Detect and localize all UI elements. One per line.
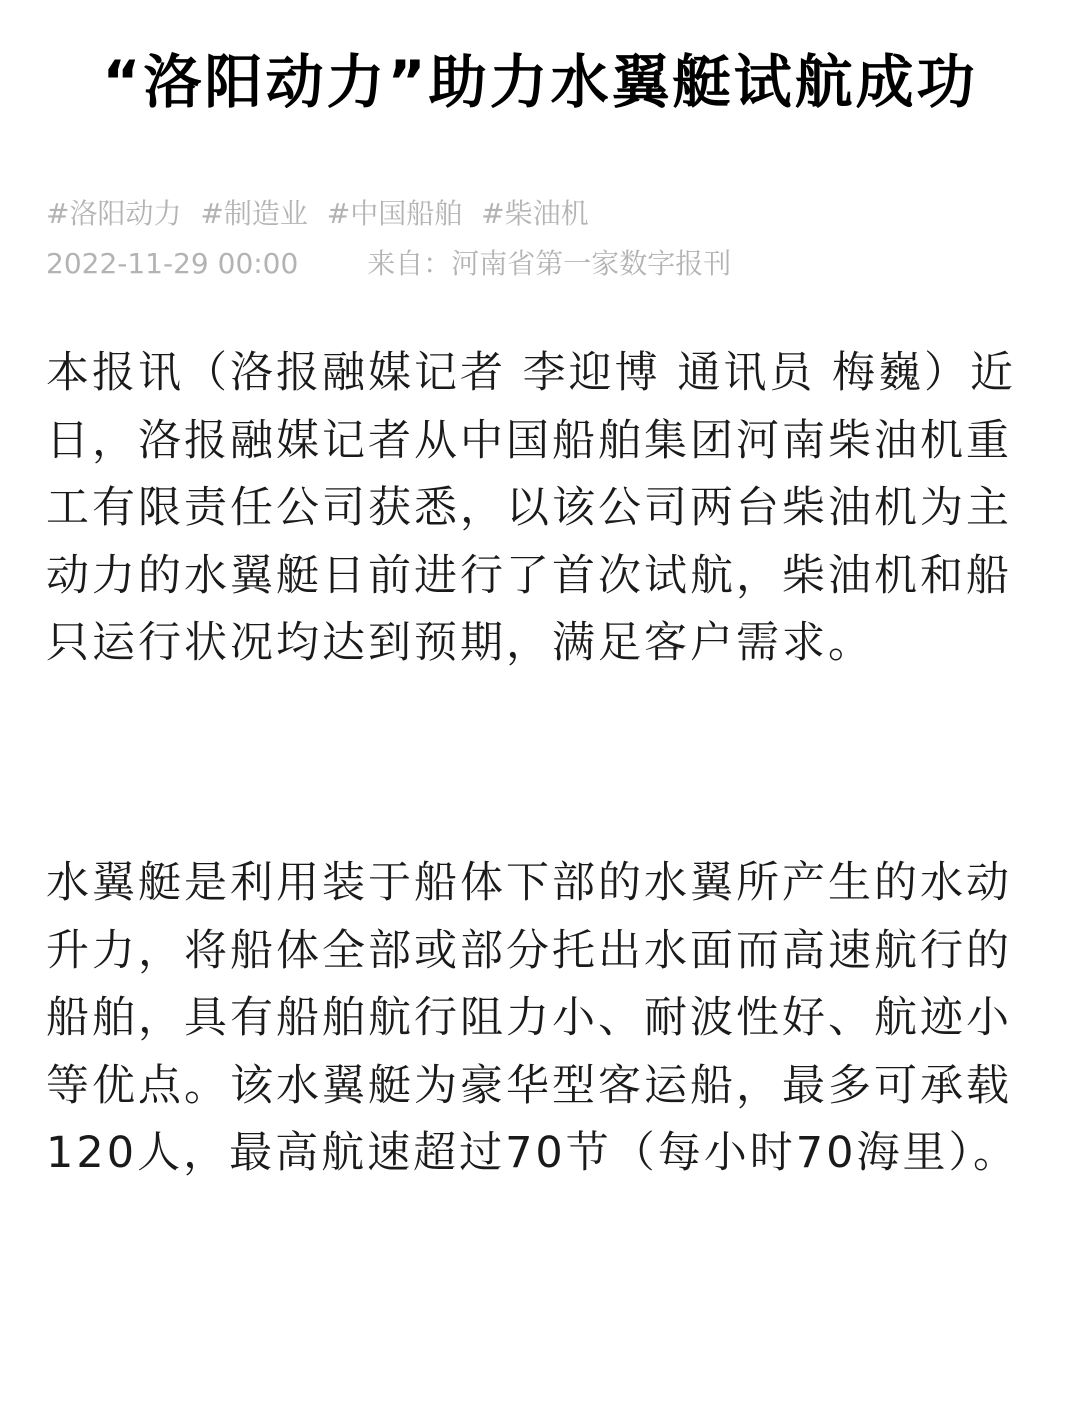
tag-item[interactable]: #洛阳动力 <box>46 197 182 230</box>
article-paragraph-1: 本报讯（洛报融媒记者 李迎博 通讯员 梅巍）近日，洛报融媒记者从中国船舶集团河南柴油机重工有限责任公司获悉，以该公司两台柴油机为主动力的水翼艇日前进行了首次试航，柴油机和船只运行状况均达到预期，满足客户需求。 <box>46 348 1017 668</box>
tag-item[interactable]: #中国船舶 <box>326 197 463 230</box>
tag-item[interactable]: #制造业 <box>200 197 308 230</box>
article-source: 来自：河南省第一家数字报刊 <box>367 247 732 280</box>
tag-list <box>46 192 599 236</box>
article-paragraph-2: 水翼艇是利用装于船体下部的水翼所产生的水动升力，将船体全部或部分托出水面而高速航行的船舶，具有船舶航行阻力小、耐波性好、航迹小等优点。该水翼艇为豪华型客运船，最多可承载120人，最高航速超过70节（每小时70海里）。 <box>46 858 1020 1178</box>
article-meta <box>46 242 731 286</box>
publish-date: 2022-11-29 00:00 <box>46 247 299 280</box>
article-title: “洛阳动力”助力水翼艇试航成功 <box>102 48 978 116</box>
tag-item[interactable]: #柴油机 <box>481 197 589 230</box>
